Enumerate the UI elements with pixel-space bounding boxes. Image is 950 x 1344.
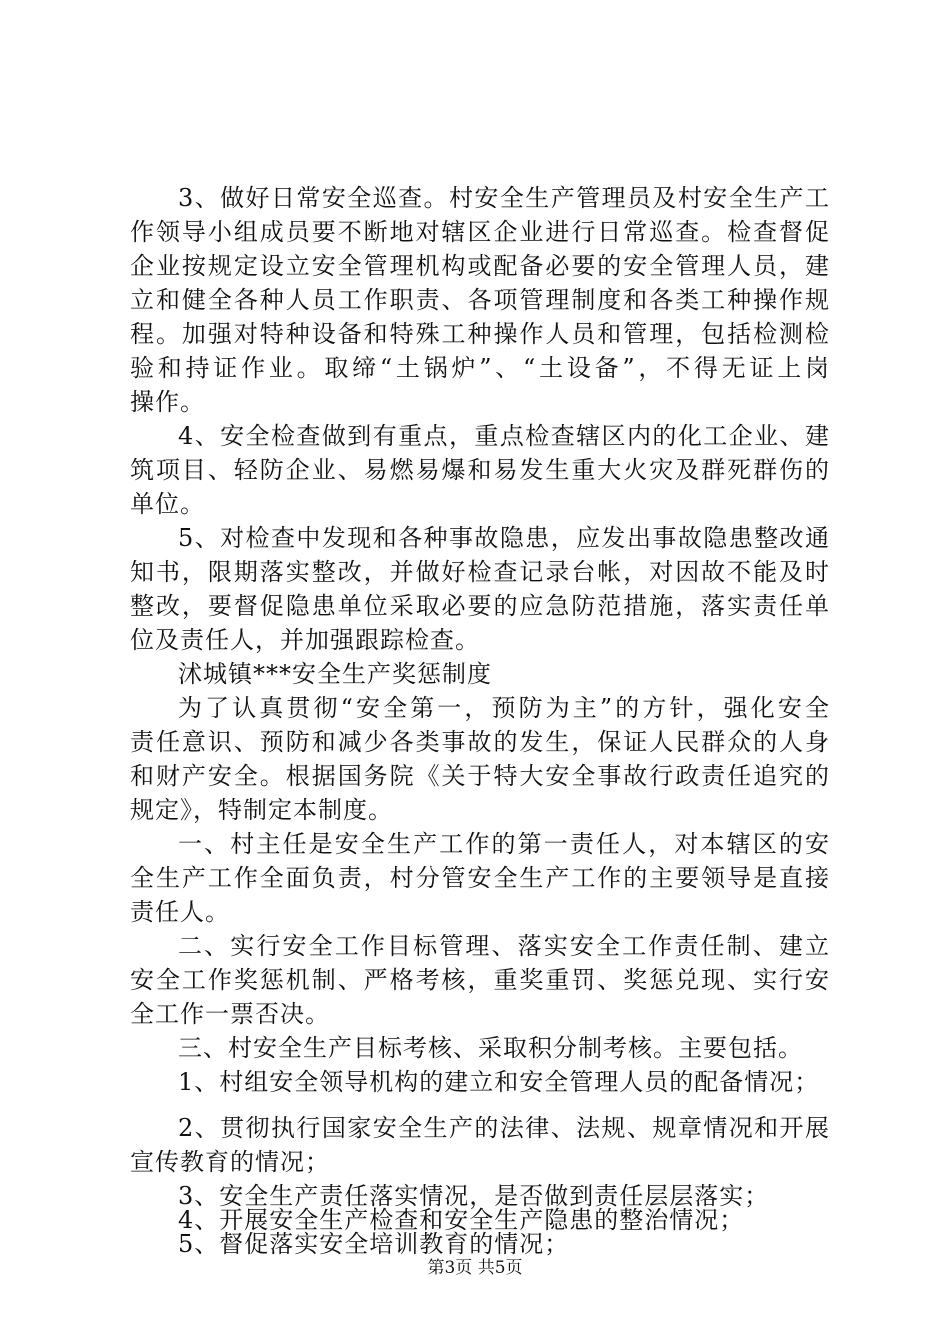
- paragraph-line: 单位。: [130, 490, 205, 518]
- paragraph-line: 一、村主任是安全生产工作的第一责任人，对本辖区的安: [178, 830, 830, 858]
- paragraph-line: 二、实行安全工作目标管理、落实安全工作责任制、建立: [178, 932, 830, 960]
- paragraph-line: 1、村组安全领导机构的建立和安全管理人员的配备情况；: [178, 1068, 820, 1096]
- paragraph-line: 5、督促落实安全培训教育的情况；: [178, 1230, 570, 1258]
- paragraph-line: 规定》，特制定本制度。: [130, 796, 393, 824]
- paragraph-line: 筑项目、轻防企业、易燃易爆和易发生重大火灾及群死群伤的: [130, 456, 830, 484]
- paragraph-line: 全生产工作全面负责，村分管安全生产工作的主要领导是直接: [130, 864, 830, 892]
- paragraph-line: 企业按规定设立安全管理机构或配备必要的安全管理人员，建: [130, 252, 830, 280]
- section-title: 沭城镇***安全生产奖惩制度: [178, 660, 492, 688]
- paragraph-line: 为了认真贯彻“安全第一，预防为主”的方针，强化安全: [178, 694, 830, 722]
- paragraph-line: 2、贯彻执行国家安全生产的法律、法规、规章情况和开展: [178, 1114, 830, 1142]
- paragraph-line: 作领导小组成员要不断地对辖区企业进行日常巡查。检查督促: [130, 218, 830, 246]
- paragraph-line: 全工作一票否决。: [130, 1000, 330, 1028]
- paragraph-line: 操作。: [130, 388, 205, 416]
- paragraph-line: 4、安全检查做到有重点，重点检查辖区内的化工企业、建: [178, 422, 830, 450]
- paragraph-line: 宣传教育的情况；: [130, 1148, 330, 1176]
- paragraph-line: 安全工作奖惩机制、严格考核，重奖重罚、奖惩兑现、实行安: [130, 966, 830, 994]
- paragraph-line: 位及责任人，并加强跟踪检查。: [130, 626, 480, 654]
- paragraph-line: 整改，要督促隐患单位采取必要的应急防范措施，落实责任单: [130, 592, 830, 620]
- paragraph-line: 责任人。: [130, 898, 230, 926]
- paragraph-line: 3、安全生产责任落实情况，是否做到责任层层落实；: [178, 1182, 770, 1210]
- paragraph-line: 5、对检查中发现和各种事故隐患，应发出事故隐患整改通: [178, 524, 830, 552]
- paragraph-line: 3、做好日常安全巡查。村安全生产管理员及村安全生产工: [178, 184, 830, 212]
- paragraph-line: 立和健全各种人员工作职责、各项管理制度和各类工种操作规: [130, 286, 830, 314]
- paragraph-line: 责任意识、预防和减少各类事故的发生，保证人民群众的人身: [130, 728, 830, 756]
- paragraph-line: 验和持证作业。取缔“土锅炉”、“土设备”，不得无证上岗: [130, 354, 830, 382]
- paragraph-line: 4、开展安全生产检查和安全生产隐患的整治情况；: [178, 1206, 745, 1234]
- paragraph-line: 和财产安全。根据国务院《关于特大安全事故行政责任追究的: [130, 762, 830, 790]
- paragraph-line: 程。加强对特种设备和特殊工种操作人员和管理，包括检测检: [130, 320, 830, 348]
- page-number-footer: 第3页 共5页: [427, 1258, 523, 1278]
- paragraph-line: 三、村安全生产目标考核、采取积分制考核。主要包括。: [178, 1034, 803, 1062]
- paragraph-line: 知书，限期落实整改，并做好检查记录台帐，对因故不能及时: [130, 558, 830, 586]
